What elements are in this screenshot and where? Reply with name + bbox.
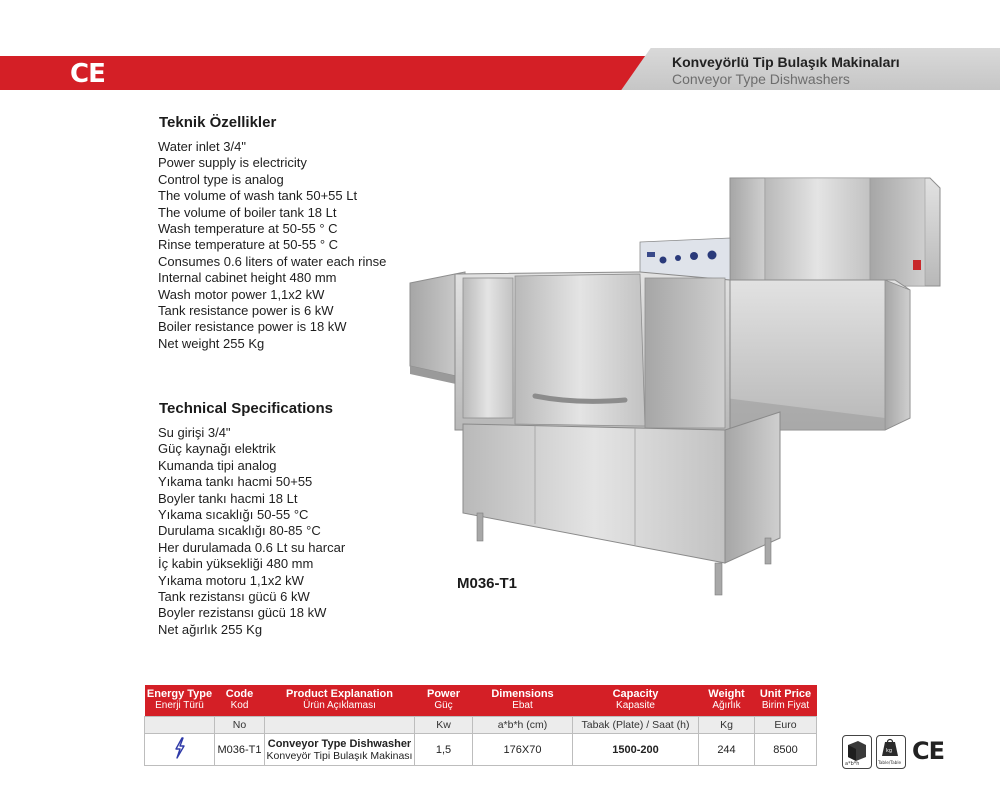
spec-item: Wash temperature at 50-55 ° C [158,221,338,237]
spec-item: The volume of wash tank 50+55 Lt [158,188,358,204]
spec-item: Water inlet 3/4" [158,139,246,154]
explanation-tr: Konveyör Tipi Bulaşık Makinası [266,749,413,762]
power-cell: 1,5 [415,734,473,766]
table-row [145,734,817,766]
spec-item: Net ağırlık 255 Kg [158,621,263,637]
price-cell: 8500 [755,734,817,766]
wash-body [455,272,730,430]
spec-item: Power supply is electricity [158,155,307,171]
spec-item: Su girişi 3/4" [158,425,231,440]
explanation-en: Conveyor Type Dishwasher [267,737,412,750]
col-header-dimensions: Dimensions Ebat [473,685,573,717]
svg-text:a*b*h: a*b*h [845,761,860,767]
specs-block-first [158,114,418,352]
spec-item: Tank rezistansı gücü 6 kW [158,589,310,605]
specs-list-first [158,139,418,352]
spec-item: Boyler tankı hacmi 18 Lt [158,490,298,506]
page-title-tr: Konveyörlü Tip Bulaşık Makinaları [672,54,900,70]
col-header-code: Code Kod [215,685,265,717]
unit-cell: Kw [415,717,473,734]
col-header-power: Power Güç [415,685,473,717]
spec-item: Durulama sıcaklığı 80-85 °C [158,523,321,539]
spec-item: Control type is analog [158,171,284,187]
spec-item: Rinse temperature at 50-55 ° C [158,237,339,253]
page-title-en: Conveyor Type Dishwashers [672,71,850,87]
specs-block-second [158,400,418,638]
spec-item: Boyler rezistansı gücü 18 kW [158,605,327,621]
code-cell: M036-T1 [215,734,265,766]
specs-title-second: Technical Specifications [159,400,333,417]
spec-item: Wash motor power 1,1x2 kW [158,286,325,302]
weight-cell: 244 [699,734,755,766]
dimensions-cell: 176X70 [473,734,573,766]
specs-title-first: Teknik Özellikler [159,114,277,131]
spec-item: İç kabin yüksekliği 480 mm [158,556,314,572]
col-header-capacity: Capacity Kapasite [573,685,699,717]
product-image-dishwasher [405,168,945,608]
weight-kg-icon [876,735,906,769]
model-label: M036-T1 [457,575,518,592]
spec-item: Consumes 0.6 liters of water each rinse [158,253,387,269]
boiler-hood [730,178,940,286]
capacity-cell: 1500-200 [573,734,699,766]
spec-item: Boiler resistance power is 18 kW [158,319,347,335]
spec-item: Tank resistance power is 6 kW [158,303,334,319]
unit-cell: No [215,717,265,734]
electric-bolt-icon [173,737,187,759]
lower-cabinet [463,412,780,563]
unit-cell: Kg [699,717,755,734]
spec-item: Yıkama tankı hacmi 50+55 [158,474,313,490]
table-units-row [145,717,817,734]
spec-item: Yıkama sıcaklığı 50-55 °C [158,507,309,523]
col-header-explanation: Product Explanation Ürün Açıklaması [265,685,415,717]
col-header-weight: Weight Ağırlık [699,685,755,717]
unit-cell: Tabak (Plate) / Saat (h) [573,717,699,734]
spec-item: Net weight 255 Kg [158,335,265,351]
svg-text:kg: kg [886,748,893,754]
energy-cell [145,734,215,766]
explanation-cell [265,734,415,766]
col-header-price: Unit Price Birim Fiyat [755,685,817,717]
indicator-light [913,260,921,270]
spec-item: Kumanda tipi analog [158,457,277,473]
spec-item: The volume of boiler tank 18 Lt [158,204,337,220]
price-table [144,685,817,766]
unit-cell: a*b*h (cm) [473,717,573,734]
svg-text:Table/Table: Table/Table [878,760,902,765]
spec-item: Internal cabinet height 480 mm [158,270,337,286]
col-header-energy: Energy Type Enerji Türü [145,685,215,717]
exit-tunnel [725,280,910,430]
unit-cell [145,717,215,734]
footer-icons [842,735,962,771]
ce-logo: CE [70,59,105,89]
unit-cell: Euro [755,717,817,734]
spec-item: Yıkama motoru 1,1x2 kW [158,572,304,588]
spec-item: Güç kaynağı elektrik [158,441,276,457]
spec-item: Her durulamada 0.6 Lt su harcar [158,539,346,555]
table-header-row [145,685,817,717]
specs-list-second [158,425,418,638]
header-band [0,56,1000,90]
unit-cell [265,717,415,734]
ce-mark-icon: CE [912,737,945,765]
dimensions-box-icon [842,735,872,769]
